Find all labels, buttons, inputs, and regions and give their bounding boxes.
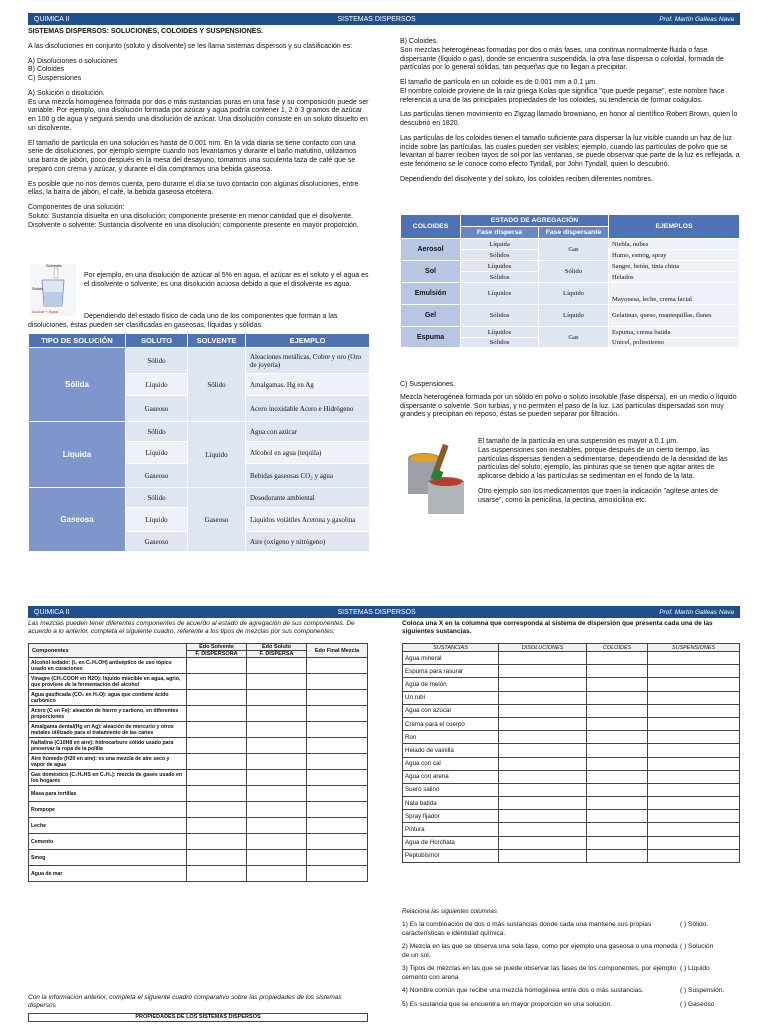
answer-cell[interactable] (247, 738, 307, 754)
mark-cell[interactable] (587, 704, 648, 717)
relate-question: 4) Nombre común que recibe una mezcla homogénea entre dos o más sustancias. (402, 987, 644, 995)
component-cell: Masa para tortillas (29, 786, 187, 802)
suspensions-detail (478, 438, 740, 511)
relate-answer[interactable]: ( ) Gaseoso (680, 1001, 715, 1008)
mark-cell[interactable] (499, 744, 587, 757)
page2-header (28, 606, 740, 618)
solvente-label: Solvente (46, 263, 62, 268)
mark-cell[interactable] (648, 770, 740, 783)
intro-text: A las disoluciones en conjunto (soluto y disolvente) se les llama sistemas dispersos y su clasificación es: (28, 42, 353, 50)
subject-label-2: QUIMICA II (34, 608, 70, 616)
mark-cell[interactable] (587, 770, 648, 783)
mark-cell[interactable] (499, 704, 587, 717)
mark-cell[interactable] (648, 783, 740, 796)
colloid-emulsion: Emulsión (401, 283, 461, 305)
components-title: Componentes de una solución: (28, 204, 125, 211)
table-row (403, 744, 740, 757)
th-examples: EJEMPLOS (609, 215, 740, 239)
answer-cell[interactable] (307, 738, 368, 754)
th-colloids: COLOIDES (401, 215, 461, 239)
answer-cell[interactable] (187, 754, 247, 770)
mark-cell[interactable] (587, 731, 648, 744)
th-state: ESTADO DE AGREGACIÓN (461, 215, 609, 227)
table-row (403, 678, 740, 691)
paint-cans-illustration (402, 436, 472, 518)
page2-intro: Las mezclas pueden tener diferentes componentes de acuerdo al estado de agregación de sus componentes. De acuerdo a lo anterior, completa el siguiente cuadro, referente a los tipos de mezclas por sus componentes: (28, 620, 355, 636)
answer-cell[interactable] (247, 658, 307, 674)
answer-cell[interactable] (187, 722, 247, 738)
properties-table-header: PROPIEDADES DE LOS SISTEMAS DISPERSOS (28, 1013, 368, 1022)
mark-cell[interactable] (499, 691, 587, 704)
component-cell: Alcohol iodado: (I₂ en C₂H₅OH) antiséptico de uso tópico usado en curaciones (29, 658, 187, 674)
table-row (29, 770, 368, 786)
answer-cell[interactable] (247, 786, 307, 802)
answer-cell[interactable] (187, 818, 247, 834)
table-row (403, 770, 740, 783)
type-liquid: Líquida (29, 422, 126, 488)
table-row (403, 823, 740, 836)
table-row (403, 836, 740, 849)
substance-cell: Un rubí (403, 691, 499, 704)
substance-cell: Agua de melón (403, 678, 499, 691)
suspensions-p3: Las suspensiones son inestables, porque después de un cierto tiempo, las partículas dispersas tienden a sedimentarse, dependiendo de la densidad de las partículas del soluto; ejemplo, las pinturas que se tienen que agitar antes de aplicarse debido a las partículas se sedimentan en el fondo de la lata. (478, 446, 728, 480)
relate-answer[interactable]: ( ) Líquido (680, 965, 710, 973)
suspensions-block (400, 381, 740, 426)
table-row (29, 866, 368, 882)
answer-cell[interactable] (247, 706, 307, 722)
solution-p2: El tamaño de partícula en una solución es hasta de 0.001 mm. En la vida diaria se tiene contacto con una serie de disoluciones, por ejemplo siempre cuando nos levantamos y durante el baño matutino, utilizamos una barra de jabón, poco después en la mesa del desayuno, tomamos una suculenta taza de café que se preparó con crema y azúcar, y durante el día compramos una bebida gaseosa. (28, 139, 357, 173)
mark-cell[interactable] (648, 652, 740, 665)
component-cell: Smog (29, 850, 187, 866)
mark-cell[interactable] (587, 757, 648, 770)
answer-cell[interactable] (307, 818, 368, 834)
answer-cell[interactable] (187, 850, 247, 866)
substance-cell: Agua con cal (403, 757, 499, 770)
subject-label: QUIMICA II (34, 15, 70, 23)
mark-cell[interactable] (587, 810, 648, 823)
solution-types-table: TIPO DE SOLUCIÓN SOLUTO SOLVENTE EJEMPLO Sólida Sólido Sólido Aleaciones metálicas, Cobre y oro (Oro de joyería) Líquido Amalgamas. Hg en Ag Gaseoso Acero inoxidable Acero e Hidrógeno Líquida Sólido Líquido Agua con azúcar Líquido Alcohol en agua (tequila) Gaseoso Bebidas gaseosas CO₂ y agua Gaseosa Sólido Gaseoso Desodorante ambiental Líquido Líquidos volátiles Acetona y gasolina Gaseoso Aire (oxígeno y nitrógeno) (28, 333, 370, 552)
solution-title: A) Solución o disolución. (28, 89, 105, 97)
answer-cell[interactable] (187, 690, 247, 706)
mark-cell[interactable] (648, 810, 740, 823)
answer-cell[interactable] (187, 786, 247, 802)
answer-cell[interactable] (247, 770, 307, 786)
mark-cell[interactable] (499, 810, 587, 823)
mark-cell[interactable] (648, 665, 740, 678)
table-row (403, 849, 740, 862)
header-title: SISTEMAS DISPERSOS (337, 15, 416, 23)
relate-answer[interactable]: ( ) Solución (680, 943, 714, 951)
mixtures-table: Componentes Edo Solvente Edo Soluto Edo Final Mezcla F. DISPERSORA F. DISPERSA Alcohol iodado: (I₂ en C₂H₅OH) antiséptico de uso tópico usado en curaciones Vinagre (CH₃COOH en H2O): líquido miscible en agua, agrio, que proviene de la fermentación del alcohol Agua gasificada (CO₂ en H₂O): agua que contiene ácido carbónico Acero (C en Fe): aleación de hierro y carbono, en diferentes proporciones Amalgama dental(Hg en Ag): aleación de mercurio y otros metales utilizado para el tratamiento de las caries Naftalina (C10H8 en aire): hidrocarburo sólido usado para preservar la ropa de la polilla Aire húmedo (H20 en aire): es una mezcla de aire seco y vapor de agua Gas doméstico (C₃H₈HS en C₂H₆): mezcla de gases usado en los hogares Masa para tortillas Rompope Leche Cemento Smog Agua de mar (28, 643, 368, 882)
mark-cell[interactable] (499, 717, 587, 730)
answer-cell[interactable] (247, 802, 307, 818)
mark-cell[interactable] (499, 836, 587, 849)
table-row (29, 802, 368, 818)
list-item (402, 921, 740, 938)
colloids-p6: Dependiendo del disolvente y del soluto, los coloides reciben diferentes nombres. (400, 175, 653, 183)
list-item (402, 965, 740, 982)
mark-cell[interactable] (499, 731, 587, 744)
relate-question: 3) Tipos de mezclas en las que se puede observar las fases de los componentes, por ejemplo cemento con arena (402, 965, 677, 981)
mark-cell[interactable] (587, 823, 648, 836)
th-example: EJEMPLO (246, 334, 370, 348)
list-item (402, 1001, 740, 1010)
answer-cell[interactable] (307, 786, 368, 802)
beaker-illustration (28, 262, 78, 318)
answer-cell[interactable] (247, 866, 307, 882)
table-row (29, 834, 368, 850)
answer-cell[interactable] (307, 690, 368, 706)
mark-cell[interactable] (648, 757, 740, 770)
mark-cell[interactable] (587, 691, 648, 704)
dependency-text: Dependiendo del estado físico de cada uno de los componentes que forman a las disoluciones, éstas pueden ser clasificadas en gaseosas, líquidas y sólidas. (28, 313, 338, 329)
th-solvent: SOLVENTE (188, 334, 246, 348)
table-row (403, 757, 740, 770)
substance-cell: Pintura (403, 823, 499, 836)
table-row (403, 652, 740, 665)
answer-cell[interactable] (307, 770, 368, 786)
left-column (28, 28, 370, 236)
table-row (403, 704, 740, 717)
table-row (403, 665, 740, 678)
th-dispersed: Fase dispersa (461, 227, 539, 239)
relate-columns (402, 908, 740, 1015)
main-heading: SISTEMAS DISPERSOS: SOLUCIONES, COLOIDES Y SUSPENSIONES. (28, 28, 264, 35)
example-text-block (84, 272, 370, 296)
answer-cell[interactable] (247, 674, 307, 690)
suspensions-p1: Mezcla heterogénea formada por un sólido en polvo o soluto insoluble (fase dispersa), en un medio o líquido dispersante o solvente. Son turbias, y no permiten el paso de la luz. Las partículas dispersadas son muy grandes y precipitan en reposo, éstas se pueden separar por filtración. (400, 393, 737, 419)
table-row (29, 786, 368, 802)
mark-cell[interactable] (587, 783, 648, 796)
answer-cell[interactable] (247, 850, 307, 866)
type-solid: Sólida (29, 348, 126, 422)
answer-cell[interactable] (187, 866, 247, 882)
mark-cell[interactable] (499, 783, 587, 796)
th-dispersing: Fase dispersante (539, 227, 609, 239)
type-gas: Gaseosa (29, 488, 126, 552)
colloids-p5: Las partículas de los coloides tienen el tamaño suficiente para dispersar la luz visible cuando un haz de luz incide sobre las partículas, las cuales pueden ser visibles; ejemplo, cuando las partículas de polvo que se levantan al barrer reciben rayos de sol por las ventanas, se puede observar que parte de la luz es reflejada, a este fenómeno se le conoce como efecto Tyndall, por John Tyndall, quien lo descubrió. (400, 134, 740, 168)
table-row (403, 717, 740, 730)
component-cell: Amalgama dental(Hg en Ag): aleación de mercurio y otros metales utilizado para el tratamiento de las caries (29, 722, 187, 738)
mark-cell[interactable] (587, 849, 648, 862)
mixture-label: Azúcar + Agua (32, 309, 59, 314)
mark-cell[interactable] (648, 691, 740, 704)
mark-cell[interactable] (648, 731, 740, 744)
mark-cell[interactable] (499, 797, 587, 810)
table-row (29, 738, 368, 754)
mixtures-tbody (29, 658, 368, 882)
soluto-label: Soluto (32, 286, 44, 291)
mark-cell[interactable] (499, 770, 587, 783)
table-row (403, 810, 740, 823)
mark-cell[interactable] (648, 797, 740, 810)
answer-cell[interactable] (307, 706, 368, 722)
mark-cell[interactable] (587, 836, 648, 849)
colloid-aerosol: Aerosol (401, 239, 461, 261)
table-row (29, 674, 368, 690)
page2-note: Con la información anterior, completa el siguiente cuadro comparativo sobre las propiedades de los sistemas dispersos (28, 994, 342, 1010)
substance-cell: Espuma para rasurar (403, 665, 499, 678)
colloids-p3: El nombre coloide proviene de la raíz griega Kolas que significa "que puede pegarse", este nombre hace referencia a una de las principales propiedades de los coloides, su tendencia de formar coágulos. (400, 87, 725, 104)
answer-cell[interactable] (307, 834, 368, 850)
th-solute: SOLUTO (126, 334, 188, 348)
answer-cell[interactable] (187, 834, 247, 850)
table-row (29, 818, 368, 834)
answer-cell[interactable] (307, 866, 368, 882)
suspensions-p2: El tamaño de la partícula en una suspensión es mayor a 0.1 µm. (478, 438, 679, 445)
suspensions-title: C) Suspensiones. (400, 381, 456, 388)
mark-cell[interactable] (648, 849, 740, 862)
answer-cell[interactable] (247, 690, 307, 706)
colloid-gel: Gel (401, 305, 461, 327)
component-cell: Acero (C en Fe): aleación de hierro y carbono, en diferentes proporciones (29, 706, 187, 722)
soluto-def: Soluto: Sustancia disuelta en una disolución; componente presente en menor cantidad que el disolvente. (28, 212, 353, 220)
mark-cell[interactable] (499, 823, 587, 836)
mark-cell[interactable] (587, 665, 648, 678)
component-cell: Aire húmedo (H20 en aire): es una mezcla de aire seco y vapor de agua (29, 754, 187, 770)
relate-question: 1) Es la combinación de dos o más sustancias donde cada una mantiene sus propias características e identidad química. (402, 921, 652, 937)
mark-cell[interactable] (648, 823, 740, 836)
answer-cell[interactable] (187, 770, 247, 786)
mark-cell[interactable] (499, 652, 587, 665)
table-row (29, 658, 368, 674)
answer-cell[interactable] (307, 674, 368, 690)
mark-cell[interactable] (499, 757, 587, 770)
colloids-p2: El tamaño de partícula en un coloide es de 0.001 mm a 0.1 µm. (400, 79, 598, 86)
disolvente-def: Disolvente o solvente: Sustancia disolvente en una disolución; componente presente en mayor proporción. (28, 221, 359, 229)
component-cell: Agua gasificada (CO₂ en H₂O): agua que contiene ácido carbónico (29, 690, 187, 706)
answer-cell[interactable] (247, 834, 307, 850)
answer-cell[interactable] (307, 850, 368, 866)
answer-cell[interactable] (307, 658, 368, 674)
relate-question: 2) Mezcla en las que se observa una sola fase, como por ejemplo una gaseosa o una moneda de un sol. (402, 943, 678, 959)
answer-cell[interactable] (187, 674, 247, 690)
list-item (402, 943, 740, 960)
table-row (403, 691, 740, 704)
substance-cell: Peptobismol (403, 849, 499, 862)
header-title-2: SISTEMAS DISPERSOS (337, 608, 416, 616)
substance-cell: Spray fijador (403, 810, 499, 823)
table-row (29, 690, 368, 706)
mark-cell[interactable] (648, 836, 740, 849)
mark-cell[interactable] (587, 717, 648, 730)
substance-cell: Agua con azúcar (403, 704, 499, 717)
colloids-table: COLOIDES ESTADO DE AGREGACIÓN EJEMPLOS Fase dispersa Fase dispersante Aerosol Líquida Gas Niebla, nubes Sólidos Humo, esmog, spray Sol Líquidos Sólido Sangre, betún, tinta china Sólidos Helados Emulsión Líquidos Líquido Mayonesa, leche, crema facial Gel Sólidos Líquido Gelatinas, queso, mantequillas, flanes Espuma Líquidos Gas Espuma, crema batida Sólidos Unicel, poliestireno (400, 214, 740, 348)
table-row (403, 783, 740, 796)
component-cell: Cemento (29, 834, 187, 850)
page2-instruction: Coloca una X en la columna que corresponda al sistema de dispersión que presenta cada una de las siguientes sustancias. (402, 620, 713, 636)
mark-cell[interactable] (648, 744, 740, 757)
mark-cell[interactable] (648, 717, 740, 730)
component-cell: Naftalina (C10H8 en aire): hidrocarburo sólido usado para preservar la ropa de la polilla (29, 738, 187, 754)
mark-cell[interactable] (587, 678, 648, 691)
answer-cell[interactable] (187, 802, 247, 818)
mark-cell[interactable] (587, 797, 648, 810)
substance-cell: Agua con arena (403, 770, 499, 783)
answer-cell[interactable] (187, 658, 247, 674)
component-cell: Vinagre (CH₃COOH en H2O): líquido miscible en agua, agrio, que proviene de la fermentación del alcohol (29, 674, 187, 690)
table-row (29, 754, 368, 770)
colloid-espuma: Espuma (401, 327, 461, 348)
answer-cell[interactable] (187, 706, 247, 722)
mark-cell[interactable] (648, 704, 740, 717)
right-column (400, 38, 740, 191)
table-row (403, 731, 740, 744)
mark-cell[interactable] (499, 678, 587, 691)
mark-cell[interactable] (587, 744, 648, 757)
relate-question: 5) Es sustancia que se encuentra en mayor proporción en una solución. (402, 1001, 613, 1008)
page-header (28, 13, 740, 25)
relate-title: Relaciona las siguientes columnas (402, 908, 497, 915)
solution-p3: Es posible que no nos demos cuenta, pero durante el día se tuvo contacto con algunas disoluciones, entre ellas, la barra de jabón, el café, la bebida gaseosa etcétera. (28, 180, 359, 197)
substance-cell: Suero salino (403, 783, 499, 796)
component-cell: Leche (29, 818, 187, 834)
substances-table: SUSTANCIAS DISOLUCIONES COLOIDES SUSPENSIONES Agua mineral Espuma para rasurar Agua de melón Un rubí Agua con azúcar Crema para el cuerpo Ron Helado de vainilla Agua con cal Agua con arena Suero salino Nata batida Spray fijador Pintura Agua de Horchata Peptobismol (402, 643, 740, 863)
component-cell: Gas doméstico (C₃H₈HS en C₂H₆): mezcla de gases usado en los hogares (29, 770, 187, 786)
colloids-p1: Son mezclas heterogéneas formadas por dos o más fases, una continua normalmente fluida o fase dispersante (líquido o gas), donde se encuentra suspendida, la otra fase dispersa o coloidal, formada de partículas por lo general sólidas, tan pequeñas que no llegan a precipitar. (400, 46, 724, 72)
relate-answer[interactable]: ( ) Sólido. (680, 921, 709, 929)
table-row (403, 797, 740, 810)
substances-tbody (403, 652, 740, 863)
relate-items (402, 921, 740, 1010)
mark-cell[interactable] (499, 849, 587, 862)
mark-cell[interactable] (587, 652, 648, 665)
colloid-sol: Sol (401, 261, 461, 283)
colloids-p4: Las partículas tienen movimiento en Zigzag llamado browniano, en honor al científico Robert Brown, quien lo descubrió en 1820. (400, 111, 738, 127)
answer-cell[interactable] (307, 754, 368, 770)
mark-cell[interactable] (648, 678, 740, 691)
author-label-2: Prof. Martín Galleas Nava (659, 608, 734, 616)
classification-list: A) Disoluciones o soluciones B) Coloides C) Suspensiones (28, 57, 118, 82)
colloids-title: B) Coloides. (400, 38, 439, 45)
example-text: Por ejemplo, en una disolución de azúcar al 5% en agua, el azúcar es el soluto y el agua es el disolvente o solvente, es una disolución acuosa debido a que el disolvente es agua. (84, 272, 369, 288)
relate-answer[interactable]: ( ) Suspensión. (680, 987, 725, 995)
substance-cell: Agua de Horchata (403, 836, 499, 849)
substance-cell: Nata batida (403, 797, 499, 810)
table-row (29, 706, 368, 722)
answer-cell[interactable] (247, 722, 307, 738)
substance-cell: Helado de vainilla (403, 744, 499, 757)
table-row (29, 722, 368, 738)
solution-p1: Es una mezcla homogénea formada por dos o más sustancias puras en una fase y su composición puede ser variable. Por ejemplo, una disolución formada por azúcar y agua podría contener 1, 2 ó 3 gramos de azúcar en 100 g de agua y seguirá siendo una disolución de azúcar. Una disolución consiste en un soluto disuelto en un disolvente. (28, 98, 369, 132)
answer-cell[interactable] (307, 722, 368, 738)
answer-cell[interactable] (307, 802, 368, 818)
table-row (29, 850, 368, 866)
substance-cell: Agua mineral (403, 652, 499, 665)
list-item (402, 987, 740, 996)
th-type: TIPO DE SOLUCIÓN (29, 334, 126, 348)
answer-cell[interactable] (247, 818, 307, 834)
component-cell: Agua de mar (29, 866, 187, 882)
substance-cell: Ron (403, 731, 499, 744)
suspensions-p4: Otro ejemplo son los medicamentos que traen la indicación "agítese antes de usarse", como la penicilina, la pectina, amoxicilina etc. (478, 487, 718, 504)
component-cell: Rompope (29, 802, 187, 818)
mark-cell[interactable] (499, 665, 587, 678)
answer-cell[interactable] (187, 738, 247, 754)
answer-cell[interactable] (247, 754, 307, 770)
author-label: Prof. Martín Galleas Nava (659, 15, 734, 23)
substance-cell: Crema para el cuerpo (403, 717, 499, 730)
